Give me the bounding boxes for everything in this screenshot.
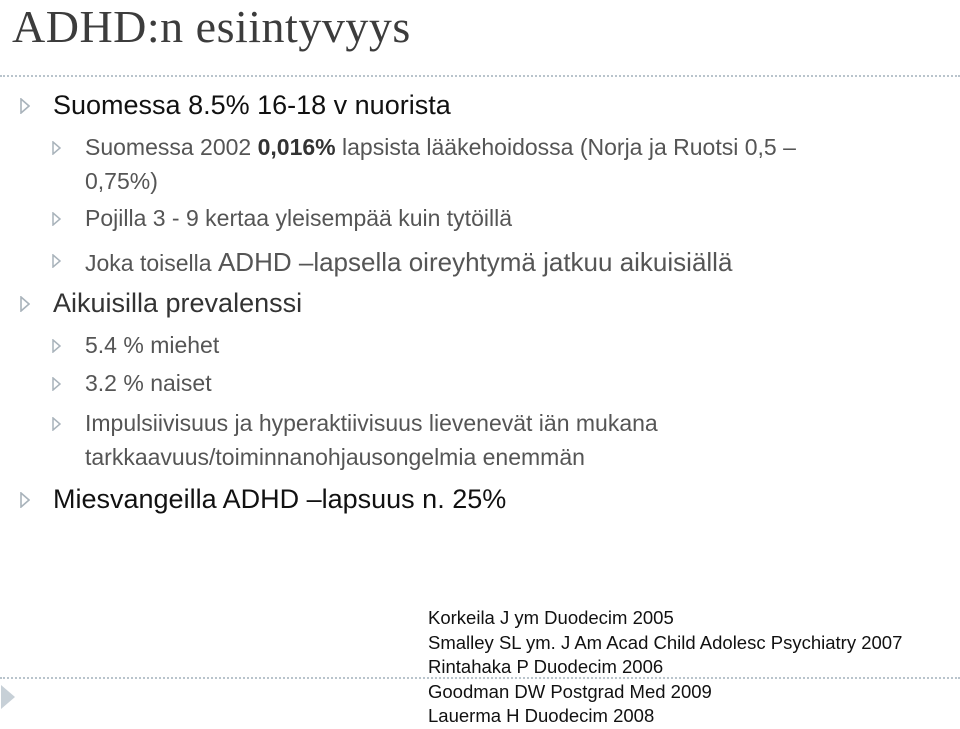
bullet-text: ADHD –lapsella oireyhtymä jatkuu aikuisiällä — [217, 247, 733, 277]
references-list — [428, 606, 902, 729]
reference-item: Lauerma H Duodecim 2008 — [428, 705, 655, 727]
bullet-text: Pojilla 3 - 9 kertaa yleisempää kuin tytöillä — [85, 205, 512, 231]
bullet-text: Aikuisilla prevalenssi — [53, 288, 303, 318]
title-divider — [0, 75, 960, 77]
triangle-bullet-icon — [52, 254, 61, 268]
triangle-bullet-icon — [52, 339, 61, 353]
reference-item: Rintahaka P Duodecim 2006 — [428, 656, 664, 678]
triangle-bullet-icon — [52, 212, 61, 226]
bullet-bold-value: 0,016% — [257, 134, 336, 160]
reference-item: Smalley SL ym. J Am Acad Child Adolesc Psychiatry 2007 — [428, 631, 903, 653]
bullet-text: 3.2 % naiset — [85, 370, 212, 396]
triangle-bullet-icon — [20, 98, 30, 114]
bullet-text: Suomessa 8.5% 16-18 v nuorista — [53, 90, 451, 120]
slide-title: ADHD:n esiintyvyys — [12, 1, 411, 52]
reference-item: Korkeila J ym Duodecim 2005 — [428, 607, 674, 628]
bullet-text: Joka toisella — [85, 250, 218, 276]
slide-nav-arrow-icon — [0, 684, 16, 710]
bullet-text: Miesvangeilla ADHD –lapsuus n. 25% — [53, 484, 507, 514]
triangle-bullet-icon — [52, 141, 61, 155]
bullet-continuation: 0,75%) — [85, 168, 158, 194]
triangle-bullet-icon — [20, 296, 30, 312]
triangle-bullet-icon — [52, 377, 61, 391]
reference-item: Goodman DW Postgrad Med 2009 — [428, 680, 712, 702]
bullet-text: Suomessa 2002 — [85, 134, 258, 160]
bullet-continuation: tarkkaavuus/toiminnanohjausongelmia enemmän — [85, 444, 585, 470]
triangle-bullet-icon — [52, 417, 61, 431]
bullet-text: 5.4 % miehet — [85, 332, 220, 358]
bullet-text: lapsista lääkehoidossa (Norja ja Ruotsi 0,5 – — [335, 134, 796, 160]
footer-divider — [0, 677, 960, 679]
triangle-bullet-icon — [20, 492, 30, 508]
bullet-text: Impulsiivisuus ja hyperaktiivisuus lievenevät iän mukana — [85, 410, 658, 436]
